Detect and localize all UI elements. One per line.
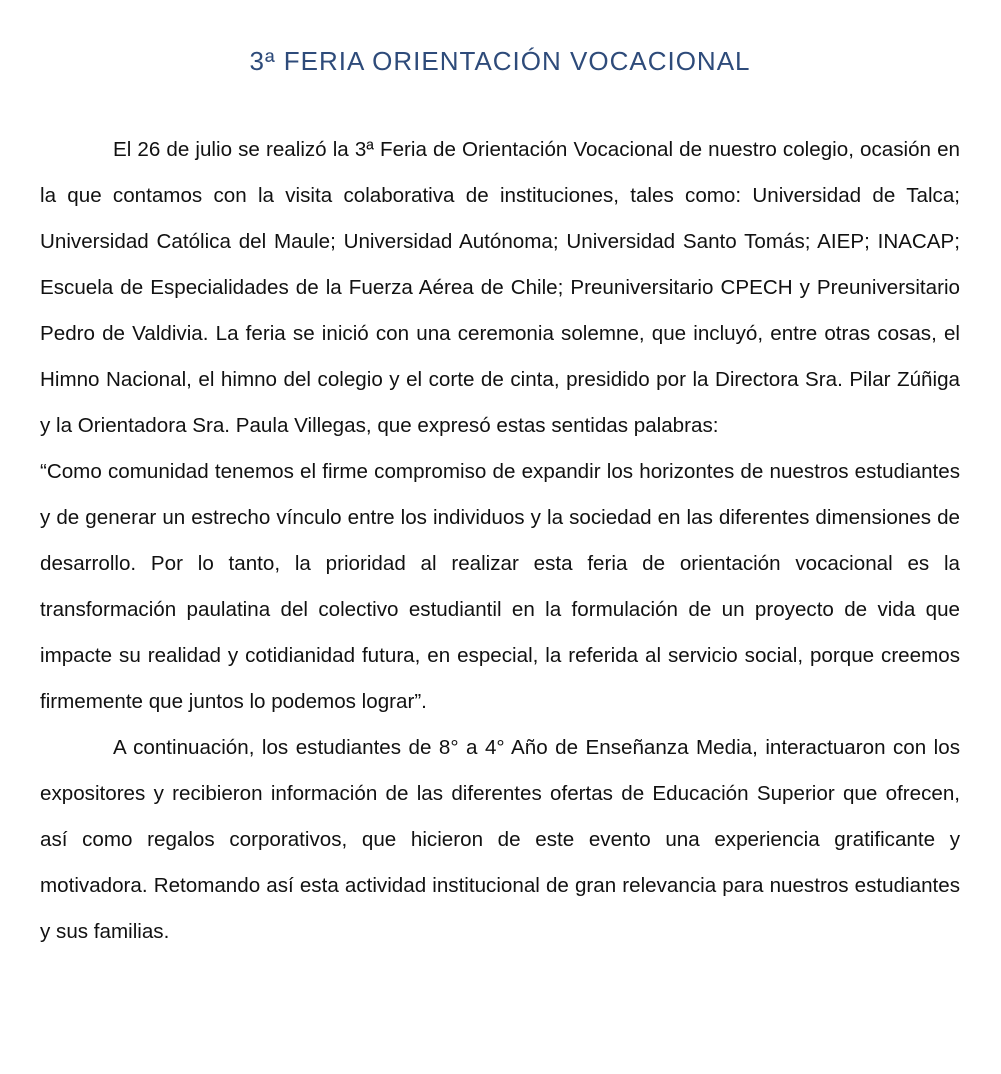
document-page (40, 0, 960, 955)
paragraph-closing: A continuación, los estudiantes de 8° a 4° Año de Enseñanza Media, interactuaron con los expositores y recibieron información de las diferentes ofertas de Educación Superior que ofrecen, así como regalos corporativos, que hicieron de este evento una experiencia gratificante y motivadora. Retomando así esta actividad institucional de gran relevancia para nuestros estudiantes y sus familias. (40, 736, 960, 943)
paragraph-intro: El 26 de julio se realizó la 3ª Feria de Orientación Vocacional de nuestro colegio, ocasión en la que contamos con la visita colaborativa de instituciones, tales como: Universidad de Talca; Universidad Católica del Maule; Universidad Autónoma; Universidad Santo Tomás; AIEP; INACAP; Escuela de Especialidades de la Fuerza Aérea de Chile; Preuniversitario CPECH y Preuniversitario Pedro de Valdivia. La feria se inició con una ceremonia solemne, que incluyó, entre otras cosas, el Himno Nacional, el himno del colegio y el corte de cinta, presidido por la Directora Sra. Pilar Zúñiga y la Orientadora Sra. Paula Villegas, que expresó estas sentidas palabras: (40, 138, 960, 437)
document-title: 3ª FERIA ORIENTACIÓN VOCACIONAL (249, 46, 751, 76)
paragraph-quote: “Como comunidad tenemos el firme compromiso de expandir los horizontes de nuestros estudiantes y de generar un estrecho vínculo entre los individuos y la sociedad en las diferentes dimensiones de desarrollo. Por lo tanto, la prioridad al realizar esta feria de orientación vocacional es la transformación paulatina del colectivo estudiantil en la formulación de un proyecto de vida que impacte su realidad y cotidianidad futura, en especial, la referida al servicio social, porque creemos firmemente que juntos lo podemos lograr”. (40, 460, 960, 713)
